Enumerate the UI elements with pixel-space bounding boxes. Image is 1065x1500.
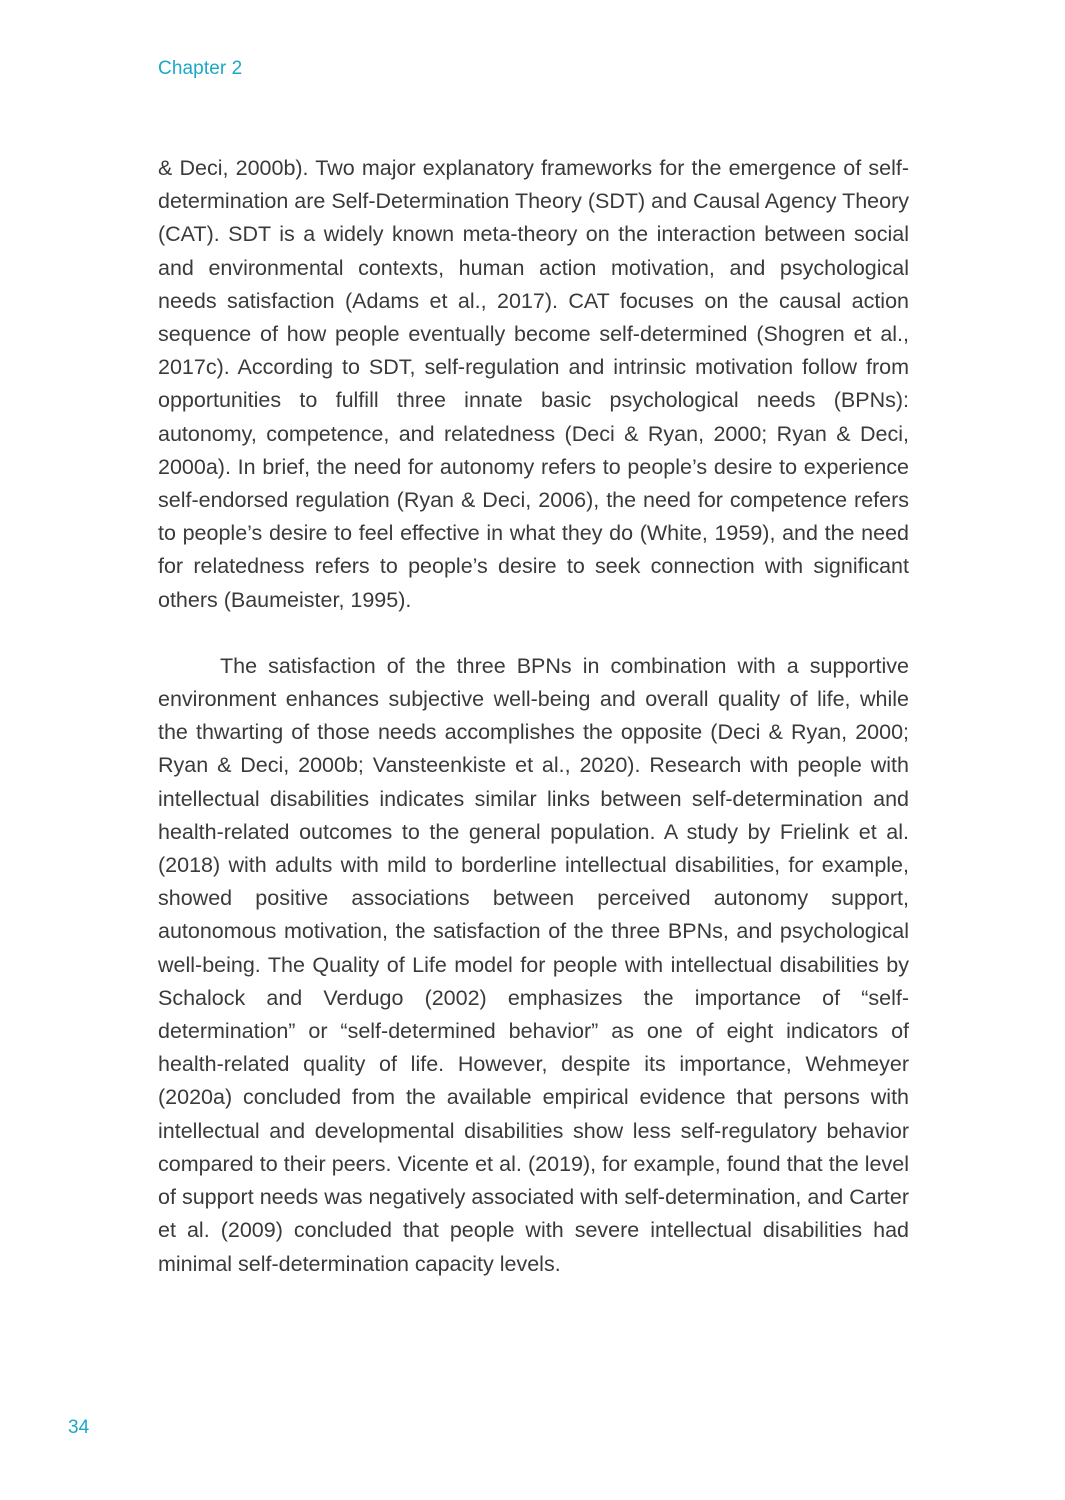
body-text xyxy=(158,152,909,1281)
page-number: 34 xyxy=(68,1417,90,1438)
paragraph-2: The satisfaction of the three BPNs in combination with a supportive environment enhances subjective well-being and overall quality of life, while the thwarting of those needs accomplishes the opposite (Deci & Ryan, 2000; Ryan & Deci, 2000b; Vansteenkiste et al., 2020). Research with people with intellectual disabilities indicates similar links between self-determination and health-related outcomes to the general population. A study by Frielink et al. (2018) with adults with mild to borderline intellectual disabilities, for example, showed positive associations between perceived autonomy support, autonomous motivation, the satisfaction of the three BPNs, and psychological well-being. The Quality of Life model for people with intellectual disabilities by Schalock and Verdugo (2002) emphasizes the importance of “self-determination” or “self-determined behavior” as one of eight indicators of health-related quality of life. However, despite its importance, Wehmeyer (2020a) concluded from the available empirical evidence that persons with intellectual and developmental disabilities show less self-regulatory behavior compared to their peers. Vicente et al. (2019), for example, found that the level of support needs was negatively associated with self-determination, and Carter et al. (2009) concluded that people with severe intellectual disabilities had minimal self-determination capacity levels. xyxy=(158,653,909,1276)
paragraph-1: & Deci, 2000b). Two major explanatory frameworks for the emergence of self-determination are Self-Determination Theory (SDT) and Causal Agency Theory (CAT). SDT is a widely known meta-theory on the interaction between social and environmental contexts, human action motivation, and psychological needs satisfaction (Adams et al., 2017). CAT focuses on the causal action sequence of how people eventually become self-determined (Shogren et al., 2017c). According to SDT, self-regulation and intrinsic motivation follow from opportunities to fulfill three innate basic psychological needs (BPNs): autonomy, competence, and relatedness (Deci & Ryan, 2000; Ryan & Deci, 2000a). In brief, the need for autonomy refers to people’s desire to experience self-endorsed regulation (Ryan & Deci, 2006), the need for competence refers to people’s desire to feel effective in what they do (White, 1959), and the need for relatedness refers to people’s desire to seek connection with significant others (Baumeister, 1995). xyxy=(158,156,909,612)
chapter-header: Chapter 2 xyxy=(158,58,243,79)
